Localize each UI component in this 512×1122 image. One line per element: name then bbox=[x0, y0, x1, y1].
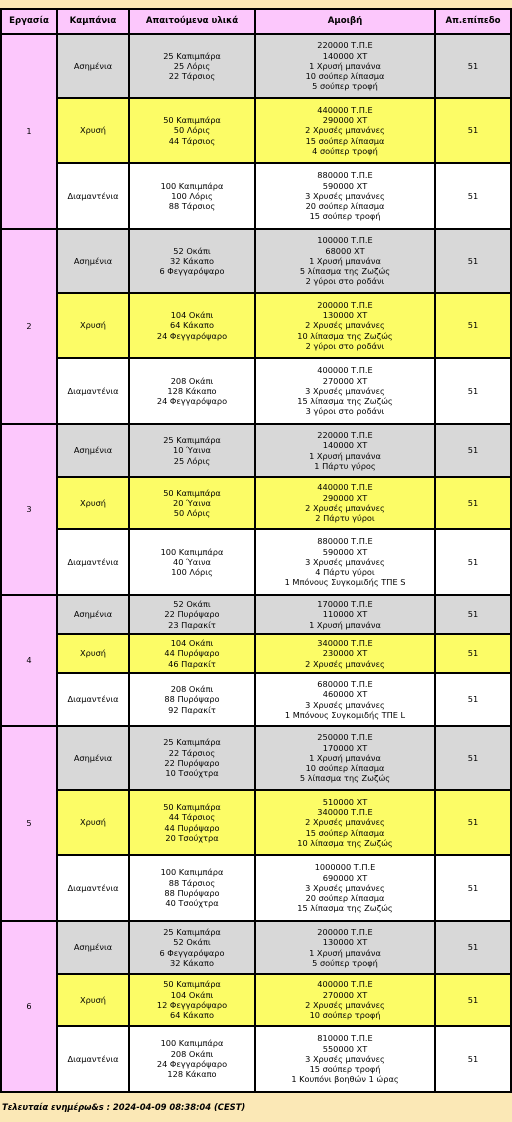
material-item: 208 Οκάπι bbox=[170, 1048, 214, 1059]
reward-item: 3 Χρυσές μπανάνες bbox=[305, 699, 385, 710]
material-item: 24 Φεγγαρόψαρο bbox=[156, 396, 228, 407]
reward-item: 880000 Τ.Π.Ε bbox=[317, 170, 373, 181]
material-item: 128 Κάκαπο bbox=[167, 385, 217, 396]
campaign-name: Διαμαντένια bbox=[57, 529, 129, 595]
reward-cell bbox=[255, 595, 435, 634]
table-row bbox=[1, 477, 511, 529]
reward-item: 4 σούπερ τροφή bbox=[312, 145, 378, 156]
campaign-name: Διαμαντένια bbox=[57, 1026, 129, 1092]
required-level: 51 bbox=[435, 163, 511, 229]
materials-cell bbox=[129, 595, 255, 634]
reward-item: 590000 ΧΤ bbox=[322, 546, 368, 557]
materials-cell bbox=[129, 673, 255, 726]
reward-item: 200000 Τ.Π.Ε bbox=[317, 299, 373, 310]
reward-item: 3 Χρυσές μπανάνες bbox=[305, 385, 385, 396]
reward-item: 4 Πάρτυ γύροι bbox=[315, 567, 375, 578]
header-materials: Απαιτούμενα υλικά bbox=[129, 9, 255, 34]
reward-item: 230000 ΧΤ bbox=[322, 648, 368, 659]
reward-item: 15 σούπερ τροφή bbox=[309, 1064, 381, 1075]
campaign-name: Ασημένια bbox=[57, 229, 129, 293]
reward-item: 810000 Τ.Π.Ε bbox=[317, 1033, 373, 1044]
material-item: 25 Καπιμπάρα bbox=[163, 737, 221, 748]
materials-cell bbox=[129, 529, 255, 595]
reward-item: 880000 Τ.Π.Ε bbox=[317, 536, 373, 547]
campaign-name: Διαμαντένια bbox=[57, 855, 129, 921]
reward-item: 220000 Τ.Π.Ε bbox=[317, 429, 373, 440]
reward-item: 440000 Τ.Π.Ε bbox=[317, 104, 373, 115]
required-level: 51 bbox=[435, 358, 511, 424]
task-number: 3 bbox=[1, 424, 57, 595]
reward-cell bbox=[255, 358, 435, 424]
table-row bbox=[1, 229, 511, 293]
material-item: 6 Φεγγαρόψαρο bbox=[159, 266, 225, 277]
table-row bbox=[1, 673, 511, 726]
reward-item: 290000 ΧΤ bbox=[322, 115, 368, 126]
reward-item: 270000 ΧΤ bbox=[322, 375, 368, 386]
reward-item: 1 Χρυσή μπανάνα bbox=[309, 450, 381, 461]
material-item: 104 Οκάπι bbox=[170, 638, 214, 649]
required-level: 51 bbox=[435, 34, 511, 98]
reward-item: 2 Χρυσές μπανάνες bbox=[305, 503, 385, 513]
required-level: 51 bbox=[435, 790, 511, 855]
campaign-name: Ασημένια bbox=[57, 726, 129, 790]
table-row bbox=[1, 98, 511, 163]
reward-item: 170000 Τ.Π.Ε bbox=[317, 599, 373, 610]
materials-cell bbox=[129, 358, 255, 424]
reward-cell bbox=[255, 726, 435, 790]
reward-item: 110000 ΧΤ bbox=[322, 609, 368, 620]
required-level: 51 bbox=[435, 726, 511, 790]
reward-item: 1 Πάρτυ γύρος bbox=[314, 460, 376, 471]
reward-item: 15 σούπερ τροφή bbox=[309, 211, 381, 222]
material-item: 40 Ύαινα bbox=[173, 556, 211, 567]
header-level: Απ.επίπεδο bbox=[435, 9, 511, 34]
reward-item: 15 σούπερ λίπασμα bbox=[305, 827, 385, 838]
table-body bbox=[1, 34, 511, 1092]
reward-item: 440000 Τ.Π.Ε bbox=[317, 482, 373, 493]
materials-cell bbox=[129, 790, 255, 855]
material-item: 88 Πυρόψαρο bbox=[164, 888, 220, 898]
reward-cell bbox=[255, 98, 435, 163]
table-row bbox=[1, 726, 511, 790]
reward-item: 1 Κουπόνι βοηθών 1 ώρας bbox=[291, 1074, 399, 1085]
table-row bbox=[1, 424, 511, 477]
table-row bbox=[1, 634, 511, 673]
material-item: 104 Οκάπι bbox=[170, 310, 214, 321]
materials-cell bbox=[129, 974, 255, 1026]
task-number: 6 bbox=[1, 921, 57, 1092]
materials-cell bbox=[129, 34, 255, 98]
required-level: 51 bbox=[435, 229, 511, 293]
material-item: 88 Τάρσιος bbox=[168, 201, 216, 212]
material-item: 100 Καπιμπάρα bbox=[160, 546, 224, 557]
reward-cell bbox=[255, 1026, 435, 1092]
required-level: 51 bbox=[435, 424, 511, 477]
materials-cell bbox=[129, 477, 255, 529]
reward-cell bbox=[255, 790, 435, 855]
table-row bbox=[1, 358, 511, 424]
material-item: 100 Καπιμπάρα bbox=[160, 180, 224, 191]
required-level: 51 bbox=[435, 595, 511, 634]
reward-item: 250000 Τ.Π.Ε bbox=[317, 732, 373, 743]
reward-item: 220000 Τ.Π.Ε bbox=[317, 40, 373, 51]
reward-item: 550000 ΧΤ bbox=[322, 1043, 368, 1054]
material-item: 22 Πυρόψαρο bbox=[164, 758, 220, 768]
material-item: 208 Οκάπι bbox=[170, 375, 214, 386]
required-level: 51 bbox=[435, 98, 511, 163]
reward-item: 680000 Τ.Π.Ε bbox=[317, 678, 373, 689]
reward-item: 130000 ΧΤ bbox=[322, 310, 368, 321]
material-item: 44 Πυρόψαρο bbox=[164, 822, 220, 833]
campaign-name: Χρυσή bbox=[57, 790, 129, 855]
table-row bbox=[1, 1026, 511, 1092]
material-item: 12 Φεγγαρόψαρο bbox=[156, 1000, 228, 1010]
material-item: 64 Κάκαπο bbox=[170, 1010, 214, 1021]
reward-item: 10 σούπερ λίπασμα bbox=[305, 763, 385, 774]
required-level: 51 bbox=[435, 477, 511, 529]
reward-item: 1 Χρυσή μπανάνα bbox=[309, 947, 381, 958]
material-item: 40 Τσούχτρα bbox=[165, 898, 219, 909]
material-item: 44 Πυρόψαρο bbox=[164, 648, 220, 659]
material-item: 32 Κάκαπο bbox=[170, 957, 214, 968]
reward-item: 5 σούπερ τροφή bbox=[312, 81, 378, 92]
table-row bbox=[1, 921, 511, 974]
required-level: 51 bbox=[435, 921, 511, 974]
material-item: 22 Τάρσιος bbox=[168, 71, 216, 82]
material-item: 50 Λόρις bbox=[173, 508, 211, 519]
reward-item: 290000 ΧΤ bbox=[322, 492, 368, 503]
material-item: 24 Φεγγαρόψαρο bbox=[156, 1059, 228, 1069]
required-level: 51 bbox=[435, 293, 511, 358]
reward-cell bbox=[255, 673, 435, 726]
campaign-name: Ασημένια bbox=[57, 595, 129, 634]
reward-item: 10 σούπερ λίπασμα bbox=[305, 71, 385, 82]
table-row bbox=[1, 595, 511, 634]
table-row bbox=[1, 974, 511, 1026]
header-reward: Αμοιβή bbox=[255, 9, 435, 34]
reward-cell bbox=[255, 424, 435, 477]
reward-item: 130000 ΧΤ bbox=[322, 937, 368, 948]
materials-cell bbox=[129, 424, 255, 477]
materials-cell bbox=[129, 163, 255, 229]
material-item: 32 Κάκαπο bbox=[170, 255, 214, 266]
material-item: 50 Καπιμπάρα bbox=[163, 487, 221, 498]
material-item: 52 Οκάπι bbox=[173, 245, 211, 256]
reward-item: 140000 ΧΤ bbox=[322, 440, 368, 451]
material-item: 50 Καπιμπάρα bbox=[163, 115, 221, 126]
material-item: 10 Τσούχτρα bbox=[165, 768, 219, 779]
material-item: 50 Καπιμπάρα bbox=[163, 979, 221, 990]
campaign-name: Ασημένια bbox=[57, 921, 129, 974]
reward-item: 15 λίπασμα της Ζωζώς bbox=[297, 396, 393, 407]
reward-item: 15 σούπερ λίπασμα bbox=[305, 135, 385, 146]
material-item: 208 Οκάπι bbox=[170, 684, 214, 695]
campaign-name: Ασημένια bbox=[57, 424, 129, 477]
reward-item: 68000 ΧΤ bbox=[325, 245, 365, 256]
reward-item: 3 Χρυσές μπανάνες bbox=[305, 882, 385, 893]
reward-item: 10 λίπασμα της Ζωζώς bbox=[297, 837, 393, 848]
reward-cell bbox=[255, 229, 435, 293]
reward-cell bbox=[255, 163, 435, 229]
task-number: 4 bbox=[1, 595, 57, 726]
header-row bbox=[1, 9, 511, 34]
task-number: 2 bbox=[1, 229, 57, 424]
material-item: 22 Τάρσιος bbox=[168, 747, 216, 758]
campaign-name: Διαμαντένια bbox=[57, 163, 129, 229]
reward-cell bbox=[255, 921, 435, 974]
last-updated: Τελευταία ενημέρω&s : 2024-04-09 08:38:04 (CEST) bbox=[2, 1102, 246, 1112]
reward-item: 2 Χρυσές μπανάνες bbox=[305, 1000, 385, 1010]
reward-item: 1 Χρυσή μπανάνα bbox=[309, 752, 381, 763]
material-item: 25 Λόρις bbox=[173, 60, 211, 71]
table-row bbox=[1, 855, 511, 921]
reward-item: 1 Μπόνους Συγκομιδής ΤΠΕ L bbox=[284, 709, 406, 720]
table-row bbox=[1, 529, 511, 595]
material-item: 88 Τάρσιος bbox=[168, 877, 216, 888]
material-item: 88 Πυρόψαρο bbox=[164, 694, 220, 705]
material-item: 128 Κάκαπο bbox=[167, 1069, 217, 1080]
reward-item: 20 σούπερ λίπασμα bbox=[305, 201, 385, 212]
reward-item: 2 Χρυσές μπανάνες bbox=[305, 658, 385, 669]
header-task: Εργασία bbox=[1, 9, 57, 34]
reward-item: 1 Χρυσή μπανάνα bbox=[309, 255, 381, 266]
materials-cell bbox=[129, 229, 255, 293]
material-item: 24 Φεγγαρόψαρο bbox=[156, 330, 228, 341]
material-item: 25 Καπιμπάρα bbox=[163, 435, 221, 446]
reward-cell bbox=[255, 529, 435, 595]
material-item: 25 Καπιμπάρα bbox=[163, 50, 221, 61]
reward-item: 3 Χρυσές μπανάνες bbox=[305, 556, 385, 567]
material-item: 44 Τάρσιος bbox=[168, 812, 216, 823]
campaign-name: Διαμαντένια bbox=[57, 358, 129, 424]
reward-item: 400000 Τ.Π.Ε bbox=[317, 979, 373, 990]
reward-item: 2 Χρυσές μπανάνες bbox=[305, 125, 385, 136]
required-level: 51 bbox=[435, 855, 511, 921]
reward-item: 2 Χρυσές μπανάνες bbox=[305, 320, 385, 331]
reward-item: 590000 ΧΤ bbox=[322, 180, 368, 191]
reward-item: 3 γύροι στο ροδάνι bbox=[305, 406, 385, 417]
campaign-name: Χρυσή bbox=[57, 634, 129, 673]
reward-item: 10 λίπασμα της Ζωζώς bbox=[297, 330, 393, 341]
reward-item: 140000 ΧΤ bbox=[322, 50, 368, 61]
material-item: 6 Φεγγαρόψαρο bbox=[159, 947, 225, 958]
material-item: 100 Καπιμπάρα bbox=[160, 1038, 224, 1049]
materials-cell bbox=[129, 1026, 255, 1092]
table-row bbox=[1, 34, 511, 98]
reward-cell bbox=[255, 293, 435, 358]
reward-item: 1 Χρυσή μπανάνα bbox=[309, 60, 381, 71]
materials-cell bbox=[129, 726, 255, 790]
reward-item: 2 Χρυσές μπανάνες bbox=[305, 817, 385, 828]
reward-item: 2 γύροι στο ροδάνι bbox=[305, 340, 385, 351]
reward-cell bbox=[255, 634, 435, 673]
reward-item: 400000 Τ.Π.Ε bbox=[317, 365, 373, 376]
campaign-name: Διαμαντένια bbox=[57, 673, 129, 726]
required-level: 51 bbox=[435, 673, 511, 726]
table-row bbox=[1, 163, 511, 229]
material-item: 50 Λόρις bbox=[173, 125, 211, 136]
required-level: 51 bbox=[435, 529, 511, 595]
reward-item: 200000 Τ.Π.Ε bbox=[317, 926, 373, 937]
reward-item: 3 Χρυσές μπανάνες bbox=[305, 1053, 385, 1064]
material-item: 64 Κάκαπο bbox=[170, 320, 214, 331]
material-item: 25 Λόρις bbox=[173, 455, 211, 466]
material-item: 22 Πυρόψαρο bbox=[164, 609, 220, 620]
campaign-name: Ασημένια bbox=[57, 34, 129, 98]
material-item: 100 Καπιμπάρα bbox=[160, 867, 224, 878]
reward-item: 170000 ΧΤ bbox=[322, 742, 368, 753]
material-item: 100 Λόρις bbox=[171, 190, 213, 201]
reward-cell bbox=[255, 34, 435, 98]
required-level: 51 bbox=[435, 1026, 511, 1092]
material-item: 52 Οκάπι bbox=[173, 599, 211, 610]
materials-cell bbox=[129, 921, 255, 974]
reward-item: 1000000 Τ.Π.Ε bbox=[314, 862, 376, 873]
material-item: 52 Οκάπι bbox=[173, 937, 211, 948]
materials-cell bbox=[129, 98, 255, 163]
required-level: 51 bbox=[435, 634, 511, 673]
reward-item: 340000 Τ.Π.Ε bbox=[317, 638, 373, 649]
task-number: 5 bbox=[1, 726, 57, 921]
material-item: 50 Καπιμπάρα bbox=[163, 801, 221, 812]
material-item: 46 Παρακίτ bbox=[168, 658, 216, 669]
reward-item: 690000 ΧΤ bbox=[322, 872, 368, 883]
reward-cell bbox=[255, 477, 435, 529]
material-item: 44 Τάρσιος bbox=[168, 135, 216, 146]
table-row bbox=[1, 293, 511, 358]
reward-item: 3 Χρυσές μπανάνες bbox=[305, 190, 385, 201]
materials-cell bbox=[129, 855, 255, 921]
reward-item: 1 Μπόνους Συγκομιδής ΤΠΕ S bbox=[284, 577, 406, 588]
task-number: 1 bbox=[1, 34, 57, 229]
material-item: 20 Ύαινα bbox=[173, 497, 211, 508]
reward-cell bbox=[255, 855, 435, 921]
reward-item: 1 Χρυσή μπανάνα bbox=[309, 619, 381, 630]
reward-item: 20 σούπερ λίπασμα bbox=[305, 893, 385, 904]
reward-item: 5 σούπερ τροφή bbox=[312, 957, 378, 968]
material-item: 10 Ύαινα bbox=[173, 445, 211, 456]
reward-item: 460000 ΧΤ bbox=[322, 689, 368, 700]
reward-item: 510000 ΧΤ bbox=[322, 796, 368, 807]
reward-cell bbox=[255, 974, 435, 1026]
reward-item: 340000 Τ.Π.Ε bbox=[317, 807, 373, 818]
campaign-name: Χρυσή bbox=[57, 98, 129, 163]
header-campaign: Καμπάνια bbox=[57, 9, 129, 34]
reward-item: 100000 Τ.Π.Ε bbox=[317, 235, 373, 246]
materials-cell bbox=[129, 634, 255, 673]
campaign-name: Χρυσή bbox=[57, 477, 129, 529]
reward-item: 270000 ΧΤ bbox=[322, 989, 368, 1000]
material-item: 25 Καπιμπάρα bbox=[163, 926, 221, 937]
required-level: 51 bbox=[435, 974, 511, 1026]
material-item: 100 Λόρις bbox=[171, 567, 213, 578]
reward-item: 10 σούπερ τροφή bbox=[309, 1010, 381, 1021]
table-row bbox=[1, 790, 511, 855]
reward-item: 5 λίπασμα της Ζωζώς bbox=[299, 773, 391, 784]
reward-item: 2 γύροι στο ροδάνι bbox=[305, 276, 385, 287]
reward-item: 2 Πάρτυ γύροι bbox=[315, 513, 375, 524]
material-item: 20 Τσούχτρα bbox=[165, 832, 219, 843]
campaign-table bbox=[0, 8, 512, 1093]
campaign-name: Χρυσή bbox=[57, 974, 129, 1026]
materials-cell bbox=[129, 293, 255, 358]
material-item: 92 Παρακίτ bbox=[168, 704, 216, 715]
campaign-name: Χρυσή bbox=[57, 293, 129, 358]
reward-item: 5 λίπασμα της Ζωζώς bbox=[299, 266, 391, 277]
material-item: 23 Παρακίτ bbox=[168, 619, 216, 630]
material-item: 104 Οκάπι bbox=[170, 989, 214, 1000]
reward-item: 15 λίπασμα της Ζωζώς bbox=[297, 903, 393, 914]
